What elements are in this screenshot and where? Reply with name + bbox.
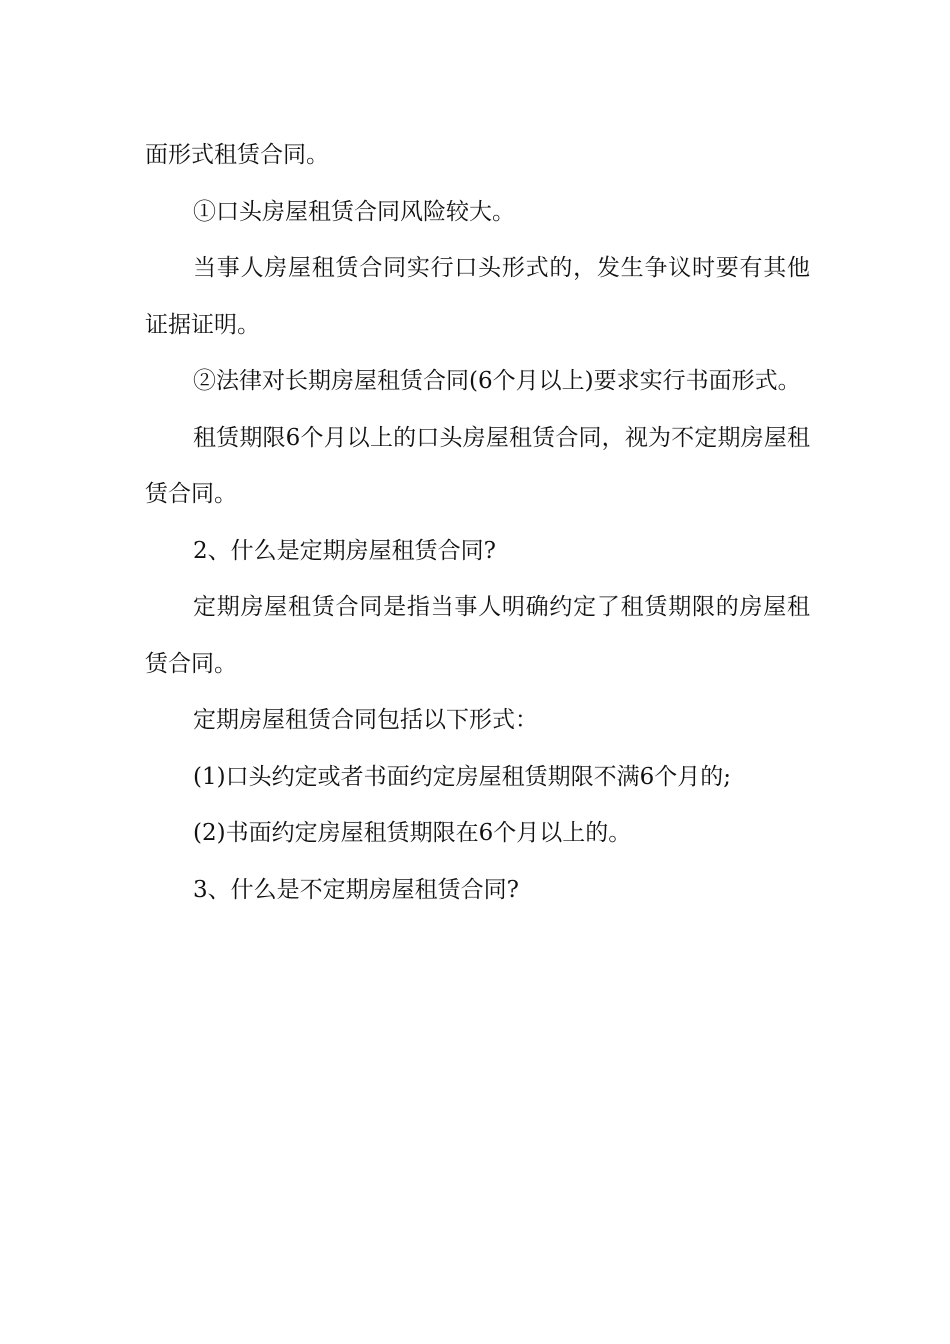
- heading-fixed-term-question: 2、什么是定期房屋租赁合同?: [193, 537, 496, 564]
- paragraph-oral-form-evidence: 当事人房屋租赁合同实行口头形式的，发生争议时要有其他证据证明。: [145, 255, 810, 338]
- paragraph-oral-contract-risk: ①口头房屋租赁合同风险较大。: [193, 198, 515, 225]
- paragraph-indefinite-term: 租赁期限6个月以上的口头房屋租赁合同，视为不定期房屋租赁合同。: [145, 424, 810, 507]
- paragraph-fixed-term-forms: 定期房屋租赁合同包括以下形式：: [193, 707, 538, 733]
- document-body: [145, 127, 810, 918]
- paragraph-long-term-written: ②法律对长期房屋租赁合同(6个月以上)要求实行书面形式。: [193, 368, 801, 394]
- paragraph-continuation: 面形式租赁合同。: [145, 142, 329, 168]
- heading-indefinite-term-question: 3、什么是不定期房屋租赁合同?: [193, 876, 519, 903]
- list-item-2: (2)书面约定房屋租赁期限在6个月以上的。: [193, 820, 632, 846]
- paragraph-fixed-term-definition: 定期房屋租赁合同是指当事人明确约定了租赁期限的房屋租赁合同。: [145, 594, 810, 677]
- list-item-1: (1)口头约定或者书面约定房屋租赁期限不满6个月的;: [193, 763, 731, 790]
